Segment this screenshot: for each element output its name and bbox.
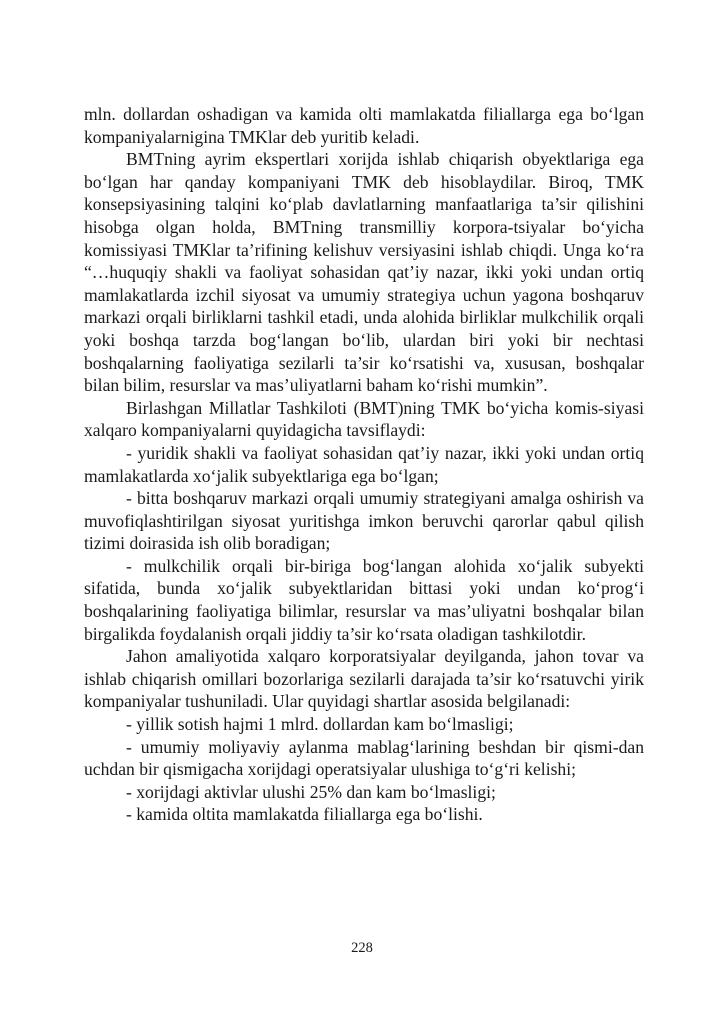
list-item-branches: - kamida oltita mamlakatda filiallarga ega bo‘lishi. [126, 804, 483, 825]
paragraph-bmt-commission: Birlashgan Millatlar Tashkiloti (BMT)ning TMK bo‘yicha komis-siyasi xalqaro kompaniyalarni quyidagicha tavsiflaydi: [84, 397, 644, 441]
paragraph-bmt-experts: BMTning ayrim ekspertlari xorijda ishlab chiqarish obyektlariga ega bo‘lgan har qanday kompaniyani TMK deb hisoblaydilar. Biroq, TMK konsepsiyasining talqini ko‘plab davlatlarning manfaatlariga ta’sir qilishini hisobga olgan holda, BMTning transmilliy korpora-tsiyalar bo‘yicha komissiyasi TMKlar ta’rifining kelishuv versiyasini ishlab chiqdi. Unga ko‘ra “…huquqiy shakli va faoliyat sohasidan qat’iy nazar, ikki yoki undan ortiq mamlakatlarda izchil siyosat va umumiy strategiya uchun yagona boshqaruv markazi orqali birliklarni tashkil etadi, unda alohida birliklar mulkchilik orqali yoki boshqa tarzda bog‘langan bo‘lib, ulardan biri yoki bir nechtasi boshqalarning faoliyatiga sezilarli ta’sir ko‘rsatishi va, xususan, boshqalar bilan bilim, resurslar va mas’uliyatlarni baham ko‘rishi mumkin”. [84, 149, 644, 396]
list-item-legal-form: - yuridik shakli va faoliyat sohasidan qat’iy nazar, ikki yoki undan ortiq mamlakatlarda xo‘jalik subyektlariga ega bo‘lgan; [84, 442, 644, 486]
list-item-foreign-assets: - xorijdagi aktivlar ulushi 25% dan kam bo‘lmasligi; [126, 781, 496, 802]
list-item-ownership: - mulkchilik orqali bir-biriga bog‘langan alohida xo‘jalik subyekti sifatida, bunda xo‘jalik subyektlaridan bittasi yoki undan ko‘prog‘i boshqalarining faoliyatiga bilimlar, resurslar va mas’uliyatni boshqalar bilan birgalikda foydalanish orqali jiddiy ta’sir ko‘rsata oladigan tashkilotdir. [84, 555, 644, 644]
list-item-financial-turnover: - umumiy moliyaviy aylanma mablag‘larining beshdan bir qismi-dan uchdan bir qismigacha xorijdagi operatsiyalar ulushiga to‘g‘ri kelishi; [84, 736, 644, 780]
list-item-management-center: - bitta boshqaruv markazi orqali umumiy strategiyani amalga oshirish va muvofiqlashtirilgan siyosat yuritishga imkon beruvchi qarorlar qabul qilish tizimi doirasida ish olib boradigan; [84, 488, 644, 554]
page-body [84, 103, 644, 826]
paragraph-world-practice: Jahon amaliyotida xalqaro korporatsiyalar deyilganda, jahon tovar va ishlab chiqarish omillari bozorlariga sezilarli darajada ta’sir ko‘rsatuvchi yirik kompaniyalar tushuniladi. Ular quyidagi shartlar asosida belgilanadi: [84, 646, 644, 712]
paragraph-continuation: mln. dollardan oshadigan va kamida olti mamlakatda filiallarga ega bo‘lgan kompaniyalarnigina TMKlar deb yuritib keladi. [84, 104, 644, 147]
page-number: 228 [351, 940, 373, 956]
list-item-annual-sales: - yillik sotish hajmi 1 mlrd. dollardan kam bo‘lmasligi; [126, 714, 514, 735]
